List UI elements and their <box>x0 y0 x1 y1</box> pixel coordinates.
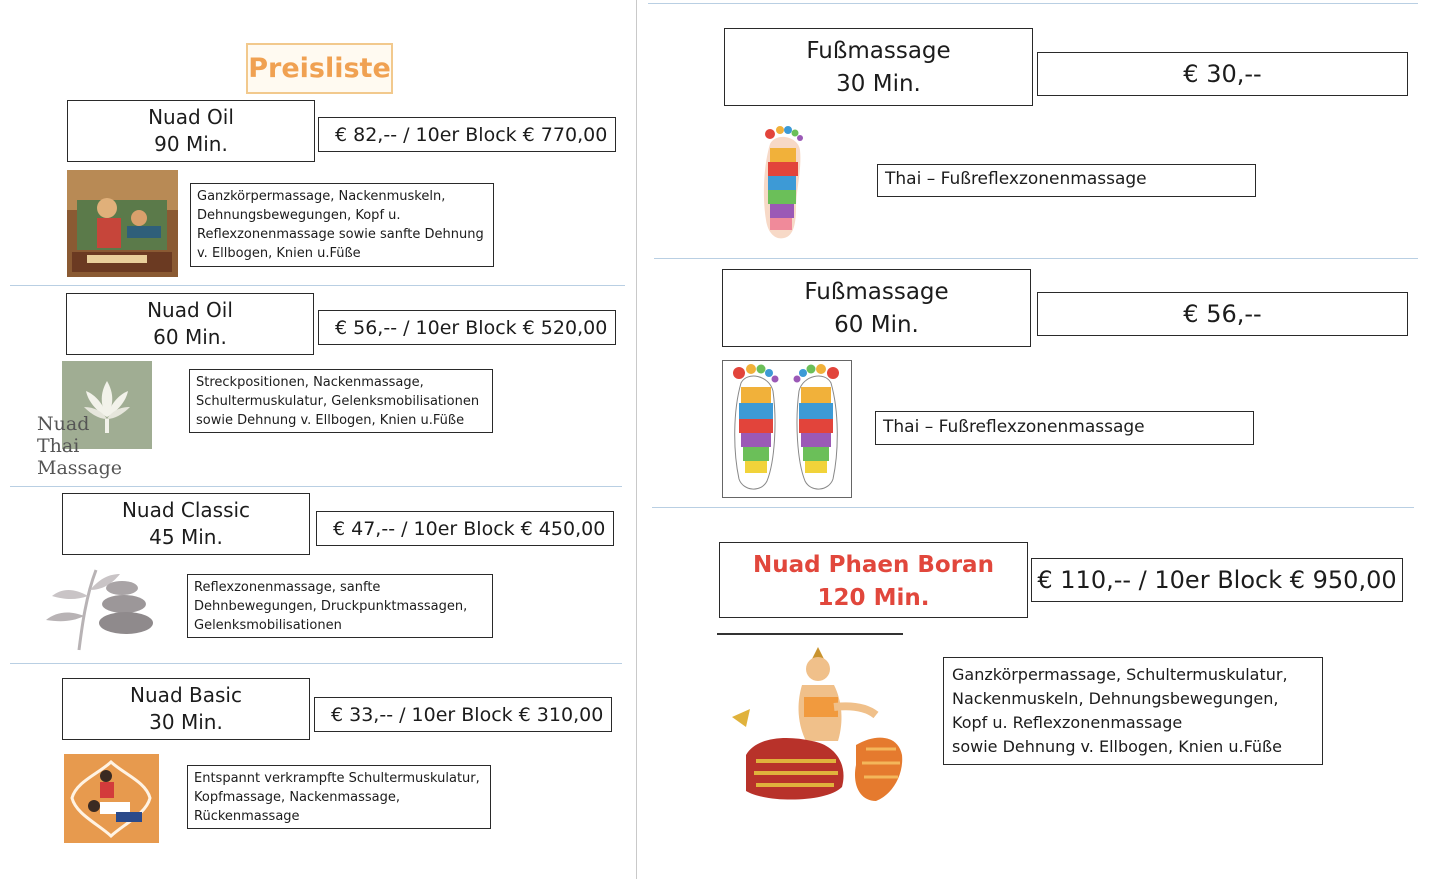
logo-text <box>37 413 122 479</box>
desc-line: Schultermuskulatur, Gelenksmobilisationen <box>196 394 480 409</box>
item-duration: 45 Min. <box>149 525 223 549</box>
divider-line <box>717 633 903 635</box>
desc-line: Gelenksmobilisationen <box>194 618 342 633</box>
item-description <box>187 574 493 638</box>
item-price: € 56,-- / 10er Block € 520,00 <box>318 310 616 345</box>
desc-line: Kopfmassage, Nackenmassage, <box>194 790 400 805</box>
separator <box>10 486 622 487</box>
item-description <box>187 765 491 829</box>
desc-line: Rückenmassage <box>194 809 300 824</box>
featured-description <box>943 657 1323 765</box>
item-price: € 56,-- <box>1037 292 1408 336</box>
logo-text-line: Thai <box>37 435 80 457</box>
desc-line: Entspannt verkrampfte Schultermuskulatur, <box>194 771 480 786</box>
feet-reflexology-chart-image <box>722 360 852 498</box>
item-title-box <box>724 28 1033 106</box>
desc-line: Reflexzonenmassage, sanfte <box>194 580 381 595</box>
massage-icon-image <box>64 754 159 843</box>
stones-bamboo-image <box>44 566 154 652</box>
item-duration: 30 Min. <box>836 71 921 97</box>
desc-line: Ganzkörpermassage, Schultermuskulatur, <box>952 665 1288 684</box>
item-price: € 47,-- / 10er Block € 450,00 <box>316 511 614 546</box>
desc-line: Kopf u. Reflexzonenmassage <box>952 713 1183 732</box>
item-description <box>189 369 493 433</box>
item-price: € 33,-- / 10er Block € 310,00 <box>314 697 612 732</box>
item-name: Nuad Oil <box>148 105 234 129</box>
item-duration: 30 Min. <box>149 710 223 734</box>
desc-line: Nackenmuskeln, Dehnungsbewegungen, <box>952 689 1279 708</box>
desc-line: v. Ellbogen, Knien u.Füße <box>197 246 361 261</box>
page-fold <box>636 0 637 879</box>
thai-massage-illustration <box>726 645 904 807</box>
item-duration: 60 Min. <box>153 325 227 349</box>
item-title-box <box>62 678 310 740</box>
logo-text-line: Massage <box>37 457 123 479</box>
item-price: € 30,-- <box>1037 52 1408 96</box>
item-price: € 82,-- / 10er Block € 770,00 <box>318 117 616 152</box>
desc-line: Dehnungsbewegungen, Kopf u. <box>197 208 401 223</box>
reflexology-label: Thai – Fußreflexzonenmassage <box>877 164 1256 197</box>
price-list-title: Preisliste <box>246 43 393 94</box>
separator <box>648 3 1418 4</box>
desc-line: Streckpositionen, Nackenmassage, <box>196 375 424 390</box>
separator <box>10 285 625 286</box>
featured-title-box <box>719 542 1028 618</box>
item-title-box <box>722 269 1031 347</box>
desc-line: Dehnbewegungen, Druckpunktmassagen, <box>194 599 468 614</box>
item-name: Fußmassage <box>804 279 949 305</box>
featured-name: Nuad Phaen Boran <box>753 552 994 578</box>
item-description <box>190 183 494 267</box>
item-duration: 90 Min. <box>154 132 228 156</box>
item-title-box <box>67 100 315 162</box>
desc-line: Reflexzonenmassage sowie sanfte Dehnung <box>197 227 484 242</box>
item-name: Nuad Basic <box>130 683 242 707</box>
desc-line: Ganzkörpermassage, Nackenmuskeln, <box>197 189 446 204</box>
reflexology-label: Thai – Fußreflexzonenmassage <box>875 411 1254 445</box>
item-title-box <box>66 293 314 355</box>
separator <box>10 663 622 664</box>
item-name: Nuad Classic <box>121 498 251 522</box>
item-title-box <box>62 493 310 555</box>
desc-line: sowie Dehnung v. Ellbogen, Knien u.Füße <box>952 737 1282 756</box>
featured-duration: 120 Min. <box>817 585 930 611</box>
separator <box>652 507 1414 508</box>
desc-line: sowie Dehnung v. Ellbogen, Knien u.Füße <box>196 413 465 428</box>
item-name: Fußmassage <box>806 38 951 64</box>
item-duration: 60 Min. <box>834 312 919 338</box>
featured-price: € 110,-- / 10er Block € 950,00 <box>1031 558 1403 602</box>
logo-text-line: Nuad <box>37 413 90 435</box>
foot-reflexology-image <box>756 124 808 242</box>
painting-image <box>67 170 178 277</box>
item-name: Nuad Oil <box>147 298 233 322</box>
separator <box>654 258 1418 259</box>
